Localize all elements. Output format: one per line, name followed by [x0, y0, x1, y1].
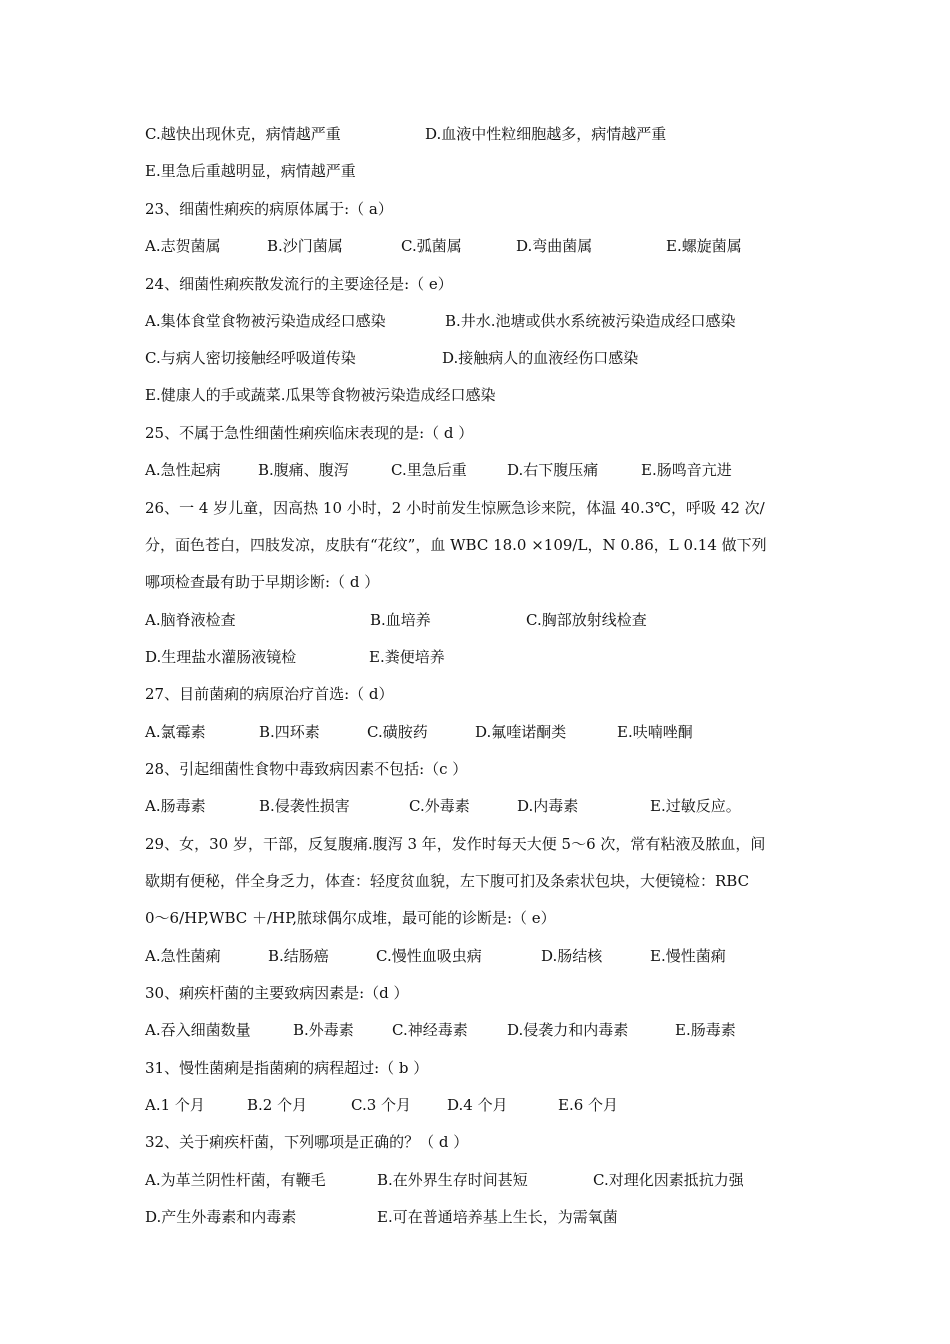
- option-c: C.里急后重: [391, 461, 467, 479]
- option-d: D.弯曲菌属: [516, 237, 593, 255]
- question-30: 30、痢疾杆菌的主要致病因素是:（d ）: [145, 984, 409, 1002]
- option-c: C.弧菌属: [401, 237, 462, 255]
- option-d: D.肠结核: [541, 947, 603, 965]
- option-a: A.肠毒素: [145, 797, 206, 815]
- option-a: A.为革兰阴性杆菌，有鞭毛: [145, 1171, 326, 1189]
- option-d: D.4 个月: [447, 1096, 508, 1114]
- question-text: 哪项检查最有助于早期诊断:（ d ）: [145, 573, 380, 591]
- option-c: C.外毒素: [409, 797, 470, 815]
- question-28: 28、引起细菌性食物中毒致病因素不包括:（c ）: [145, 760, 468, 778]
- question-23: 23、细菌性痢疾的病原体属于:（ a）: [145, 200, 393, 218]
- question-32: 32、关于痢疾杆菌，下列哪项是正确的？（ d ）: [145, 1133, 469, 1151]
- option-a: A.1 个月: [145, 1096, 205, 1114]
- option-a: A.集体食堂食物被污染造成经口感染: [145, 312, 386, 330]
- option-a: A.志贺菌属: [145, 237, 221, 255]
- option-e: E.慢性菌痢: [650, 947, 726, 965]
- question-25: 25、不属于急性细菌性痢疾临床表现的是:（ d ）: [145, 424, 474, 442]
- option-e: E.粪便培养: [369, 648, 445, 666]
- option-a: A.吞入细菌数量: [145, 1021, 251, 1039]
- option-d: D.侵袭力和内毒素: [507, 1021, 629, 1039]
- option-b: B.血培养: [370, 611, 431, 629]
- option-c: C.胸部放射线检查: [526, 611, 647, 629]
- option-c: C.磺胺药: [367, 723, 428, 741]
- question-text: 分，面色苍白，四肢发凉，皮肤有“花纹”，血 WBC 18.0 ×109/L，N 0.86，L 0.14 做下列: [145, 536, 767, 554]
- option-e: E.肠鸣音亢进: [641, 461, 732, 479]
- option-a: A.脑脊液检查: [145, 611, 236, 629]
- question-24: 24、细菌性痢疾散发流行的主要途径是:（ e）: [145, 275, 453, 293]
- option-b: B.2 个月: [247, 1096, 308, 1114]
- option-d: D.氟喹诺酮类: [475, 723, 567, 741]
- option-e: E.可在普通培养基上生长，为需氧菌: [377, 1208, 618, 1226]
- option-e: E.呋喃唑酮: [617, 723, 693, 741]
- option-e: E.肠毒素: [675, 1021, 736, 1039]
- option-text: E.里急后重越明显，病情越严重: [145, 162, 356, 180]
- option-c: C.慢性血吸虫病: [376, 947, 482, 965]
- question-text: 歇期有便秘，伴全身乏力，体查：轻度贫血貌，左下腹可扪及条索状包块，大便镜检：RBC: [145, 872, 750, 890]
- question-26: 26、一 4 岁儿童，因高热 10 小时，2 小时前发生惊厥急诊来院，体温 40.3℃，呼吸 42 次/: [145, 499, 765, 517]
- option-a: A.急性菌痢: [145, 947, 221, 965]
- question-31: 31、慢性菌痢是指菌痢的病程超过:（ b ）: [145, 1059, 429, 1077]
- option-b: B.沙门菌属: [267, 237, 343, 255]
- option-d: D.右下腹压痛: [507, 461, 599, 479]
- option-e: E.6 个月: [558, 1096, 619, 1114]
- question-29: 29、女，30 岁，干部，反复腹痛.腹泻 3 年，发作时每天大便 5～6 次，常有粘液及脓血，间: [145, 835, 766, 853]
- option-e: E.螺旋菌属: [666, 237, 742, 255]
- option-c: C.越快出现休克，病情越严重: [145, 125, 341, 143]
- option-b: B.腹痛、腹泻: [258, 461, 349, 479]
- option-b: B.侵袭性损害: [259, 797, 350, 815]
- option-c: C.3 个月: [351, 1096, 412, 1114]
- option-c: C.与病人密切接触经呼吸道传染: [145, 349, 356, 367]
- option-b: B.结肠癌: [268, 947, 329, 965]
- option-text: E.健康人的手或蔬菜.瓜果等食物被污染造成经口感染: [145, 386, 496, 404]
- option-d: D.血液中性粒细胞越多，病情越严重: [425, 125, 667, 143]
- option-b: B.井水.池塘或供水系统被污染造成经口感染: [445, 312, 736, 330]
- question-27: 27、目前菌痢的病原治疗首选:（ d）: [145, 685, 394, 703]
- option-b: B.外毒素: [293, 1021, 354, 1039]
- option-d: D.产生外毒素和内毒素: [145, 1208, 297, 1226]
- option-a: A.氯霉素: [145, 723, 206, 741]
- option-d: D.接触病人的血液经伤口感染: [442, 349, 639, 367]
- option-c: C.对理化因素抵抗力强: [593, 1171, 744, 1189]
- option-d: D.生理盐水灌肠液镜检: [145, 648, 297, 666]
- option-d: D.内毒素: [517, 797, 579, 815]
- option-a: A.急性起病: [145, 461, 221, 479]
- option-b: B.四环素: [259, 723, 320, 741]
- option-c: C.神经毒素: [392, 1021, 468, 1039]
- option-e: E.过敏反应。: [650, 797, 741, 815]
- question-text: 0～6/HP,WBC ＋/HP,脓球偶尔成堆，最可能的诊断是:（ e）: [145, 909, 556, 927]
- option-b: B.在外界生存时间甚短: [377, 1171, 528, 1189]
